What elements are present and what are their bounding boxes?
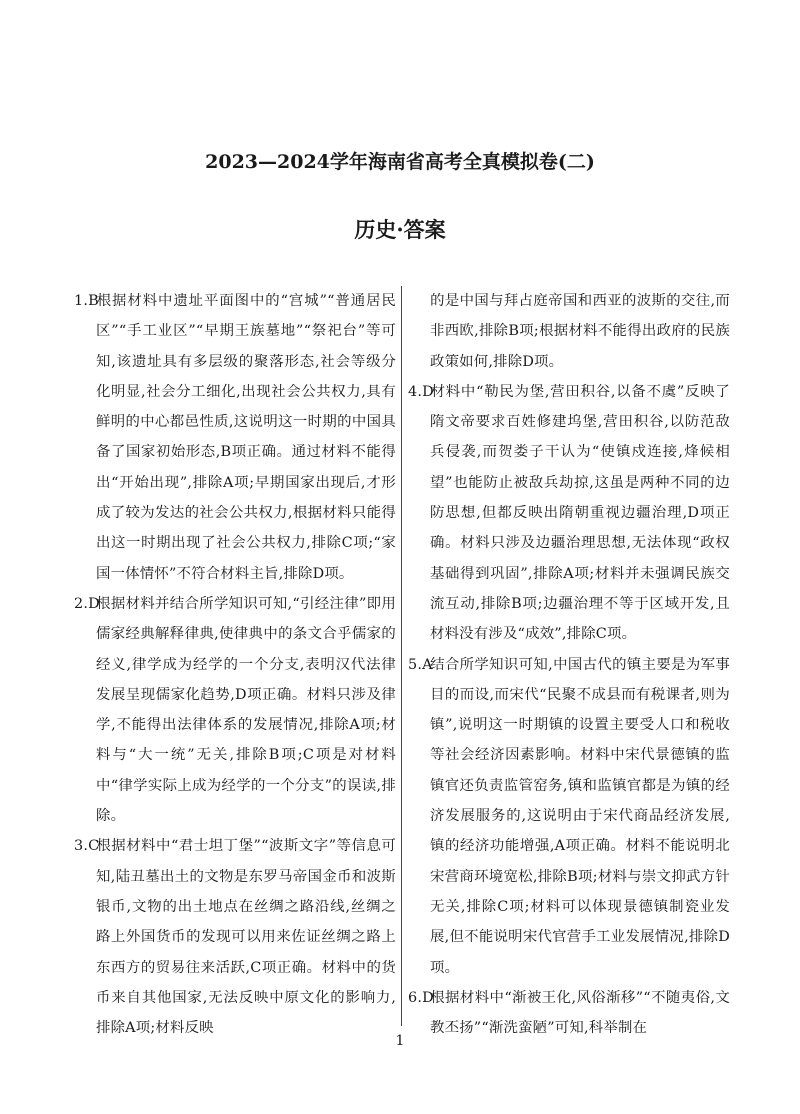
column-divider <box>401 286 402 1026</box>
answer-number: 3.C <box>74 838 100 855</box>
answer-number: 5.A <box>408 656 433 673</box>
page-subtitle: 历史·答案 <box>354 217 446 242</box>
answer-item-5 <box>408 650 730 983</box>
answer-item-3 <box>74 831 396 1043</box>
answer-item-1 <box>74 286 396 589</box>
answer-item-2 <box>74 589 396 831</box>
answer-text: 根据材料中遗址平面图中的“宫城”“普通居民区”“手工业区”“早期王族墓地”“祭祀台”等可知,该遗址具有多层级的聚落形态,社会等级分化明显,社会分工细化,出现社会公共权力,具有鲜明的中心都邑性质,这说明这一时期的中国具备了国家初始形态,B项正确。通过材料不能得出“开始出现”,排除A项;早期国家出现后,才形成了较为发达的社会公共权力,根据材料只能得出这一时期出现了社会公共权力,排除C项;“家国一体情怀”不符合材料主旨,排除D项。 <box>96 293 396 582</box>
answer-column-left <box>74 286 396 1043</box>
page-number: 1 <box>395 1033 405 1049</box>
answer-item-3-continued <box>408 286 730 377</box>
answer-column-right <box>408 286 730 1043</box>
answer-text: 根据材料中“君士坦丁堡”“波斯文字”等信息可知,陆丑墓出土的文物是东罗马帝国金币和波斯银币,文物的出土地点在丝绸之路沿线,丝绸之路上外国货币的发现可以用来佐证丝绸之路上东西方的贸易往来活跃,C项正确。材料中的货币来自其他国家,无法反映中原文化的影响力,排除A项;材料反映 <box>96 838 396 1037</box>
answer-number: 4.D <box>408 383 434 400</box>
answer-text: 结合所学知识可知,中国古代的镇主要是为军事目的而设,而宋代“民聚不成县而有税课者,则为镇”,说明这一时期镇的设置主要受人口和税收等社会经济因素影响。材料中宋代景德镇的监镇官还负责监管窑务,镇和监镇官都是为镇的经济发展服务的,这说明由于宋代商品经济发展,镇的经济功能增强,A项正确。材料不能说明北宋营商环境宽松,排除B项;材料与崇文抑武方针无关,排除C项;材料可以体现景德镇制瓷业发展,但不能说明宋代官营手工业发展情况,排除D项。 <box>430 656 730 976</box>
answer-text: 根据材料并结合所学知识可知,“引经注律”即用儒家经典解释律典,使律典中的条文合乎儒家的经义,律学成为经学的一个分支,表明汉代法律发展呈现儒家化趋势,D项正确。材料只涉及律学,不能得出法律体系的发展情况,排除A项;材料与“大一统”无关,排除B项;C项是对材料中“律学实际上成为经学的一个分支”的误读,排除。 <box>96 595 396 825</box>
answer-text: 材料中“勒民为堡,营田积谷,以备不虞”反映了隋文帝要求百姓修建坞堡,营田积谷,以防范敌兵侵袭,而贺娄子干认为“使镇戍连接,烽候相望”也能防止被敌兵劫掠,这虽是两种不同的边防思想,但都反映出隋朝重视边疆治理,D项正确。材料只涉及边疆治理思想,无法体现“政权基础得到巩固”,排除A项;材料并未强调民族交流互动,排除B项;边疆治理不等于区域开发,且材料没有涉及“成效”,排除C项。 <box>430 383 730 643</box>
page-title: 2023—2024学年海南省高考全真模拟卷(二) <box>205 151 595 173</box>
answer-number: 6.D <box>408 989 434 1006</box>
answer-text: 根据材料中“渐被王化,风俗渐移”“不随夷俗,文教丕扬”“渐洗蛮陋”可知,科举制在 <box>430 989 730 1037</box>
answer-number: 1.B <box>74 293 99 309</box>
answer-text: 的是中国与拜占庭帝国和西亚的波斯的交往,而非西欧,排除B项;根据材料不能得出政府的民族政策如何,排除D项。 <box>430 293 730 370</box>
answer-number: 2.D <box>74 595 100 612</box>
answer-item-4 <box>408 377 730 650</box>
